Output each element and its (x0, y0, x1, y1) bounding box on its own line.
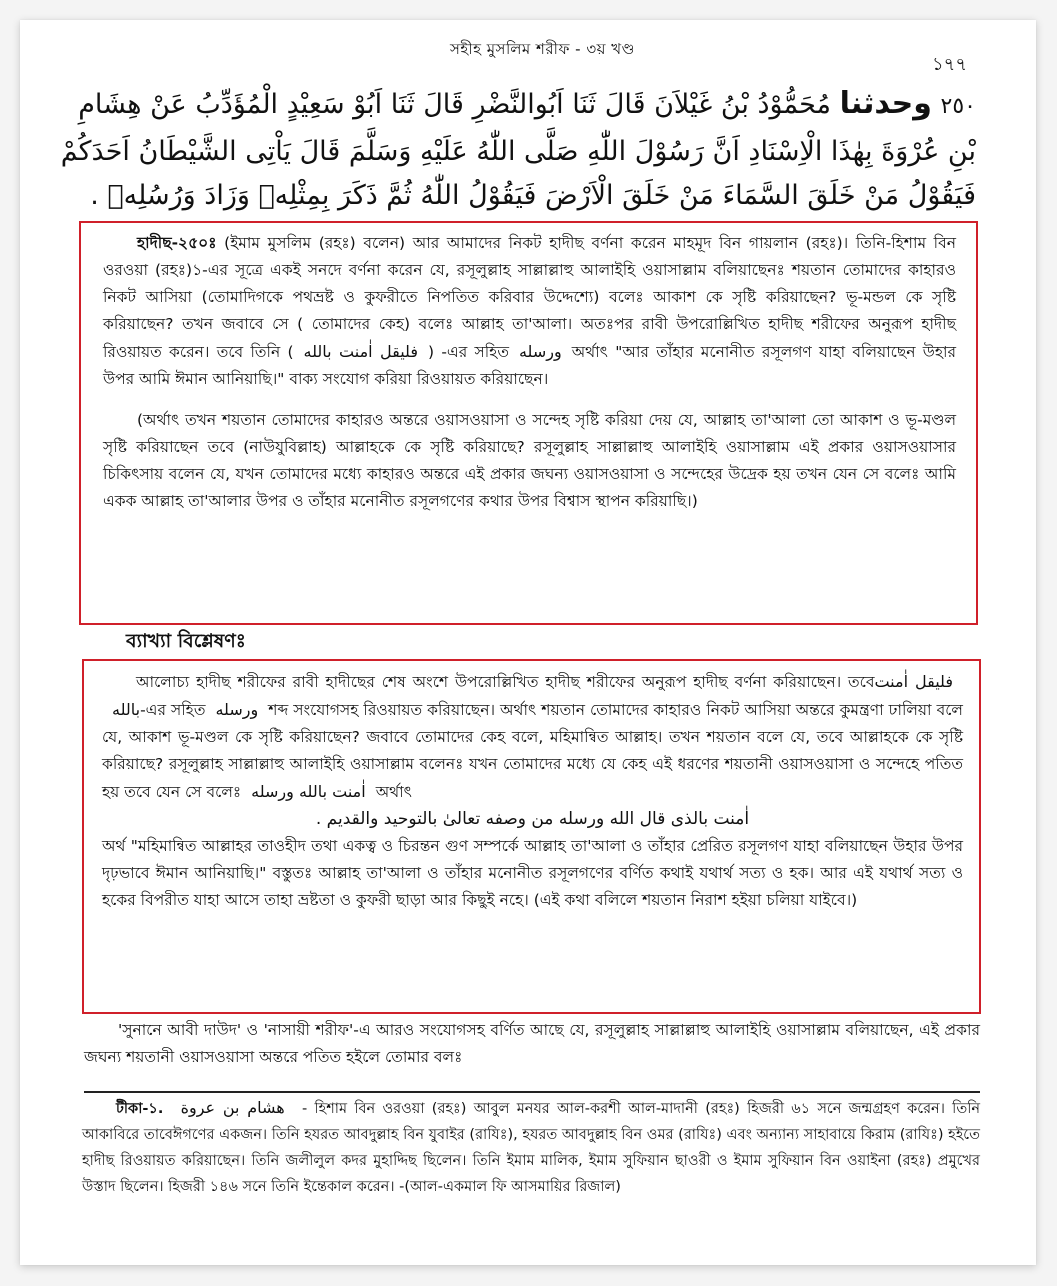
document-page (20, 20, 1036, 1265)
analysis-paragraph-1 (102, 668, 963, 806)
arabic-line-1-text: مُحَمُّوْدُ بْنُ غَيْلاَنَ قَالَ ثَنَا اَبُوالنَّضْرِ قَالَ ثَنَا اَبُوْ سَعِيْدٍ الْمُؤَدِّبُ عَنْ هِشَامِ (78, 89, 831, 120)
arabic-inline-word: ورسله (215, 700, 259, 719)
arabic-inline-phrase: فليقل اٰمنت بالله (112, 672, 954, 719)
analysis-text-c: শব্দ সংযোগসহ রিওয়ায়ত করিয়াছেন। অর্থাৎ শয়তান তোমাদের কাহারও নিকট আসিয়া অন্তরে কুমন্ত্রণা ঢালিয়া বলে যে, আকাশ ভূ-মণ্ডল কে সৃষ্টি করিয়াছেন? জবাবে তোমাদের কেহ বলে, মহিমান্বিত আল্লাহ। তখন শয়তান বলে যে, তবে আল্লাহকে কে সৃষ্টি করিয়াছে? রসূলুল্লাহ সাল্লাল্লাহু আলাইহি ওয়াসাল্লাম বলেনঃ যখন তোমাদের মধ্যে যে কেহ এই ধরণের শয়তানী ওয়াসওয়াসা ও সন্দেহে পতিত হয় তবে যেন সে বলেঃ (102, 701, 963, 801)
arabic-inline-phrase: فليقل اٰمنت بالله (303, 342, 418, 361)
footnote-divider (84, 1091, 980, 1093)
analysis-heading: ব্যাখ্যা বিশ্লেষণঃ (126, 630, 246, 652)
analysis-text-b: -এর সহিত (140, 701, 206, 719)
analysis-paragraph-2: অর্থ "মহিমান্বিত আল্লাহর তাওহীদ তথা একত্ব ও চিরন্তন গুণ সম্পর্কে আল্লাহ তা'আলা ও তাঁহার প্রেরিত রসূলগণ যাহা বলিয়াছেন উহার উপর দৃঢ়ভাবে ঈমান আনিয়াছি।" বস্তুতঃ আল্লাহ তা'আলা ও তাঁহার মনোনীত রসূলগণের বর্ণিত কথাই যথার্থ সত্য ও হক। আর এই যথার্থ সত্য ও হকের বিপরীত যাহা আসে তাহা ভ্রষ্টতা ও কুফরী ছাড়া আর কিছুই নহে। (এই কথা বলিলে শয়তান নিরাশ হইয়া চলিয়া যাইবে।) (102, 837, 963, 909)
hadith-number-arabic: ٢٥٠ (940, 94, 976, 119)
sunan-paragraph-text: 'সুনানে আবী দাউদ' ও 'নাসায়ী শরীফ'-এ আরও সংযোগসহ বর্ণিত আছে যে, রসূলুল্লাহ সাল্লাল্লাহু আলাইহি ওয়াসাল্লাম বলিয়াছেন, এই প্রকার জঘন্য শয়তানী ওয়াসওয়াসা অন্তরে পতিত হইলে তোমার বলঃ (84, 1021, 980, 1066)
footnote-label: টীকা-১. (116, 1101, 164, 1117)
analysis-text-d: অর্থাৎ (375, 783, 412, 801)
arabic-opening-word: وحدثنا (839, 86, 932, 121)
footnote-text: - হিশাম বিন ওরওয়া (রহঃ) আবুল মনযর আল-করশী আল-মাদানী (রহঃ) হিজরী ৬১ সনে জন্মগ্রহণ করেন। তিনি আকাবিরে তাবেঈগণের একজন। তিনি হযরত আবদুল্লাহ বিন যুবাইর (রাযিঃ), হযরত আবদুল্লাহ বিন ওমর (রাযিঃ) এবং অন্যান্য সাহাবায়ে কিরাম (রাযিঃ) হইতে হাদীছ রিওয়ায়ত করিয়াছেন। তিনি জলীলুল কদর মুহাদ্দিছ ছিলেন। তিনি ইমাম মালিক, ইমাম সুফিয়ান ছাওরী ও ইমাম সুফিয়ান বিন ওয়াইনা (রহঃ) প্রমুখের উস্তাদ ছিলেন। হিজরী ১৪৬ সনে তিনি ইন্তেকাল করেন। -(আল-একমাল ফি আসমায়ির রিজাল) (82, 1101, 980, 1195)
analysis-text-a: আলোচ্য হাদীছ শরীফের রাবী হাদীছের শেষ অংশে উপরোল্লিখিত হাদীছ শরীফের অনুরূপ হাদীছ বর্ণনা করিয়াছেন। তবে (136, 673, 875, 691)
running-head: সহীহ মুসলিম শরীফ - ৩য় খণ্ড (450, 40, 635, 58)
hadith-label: হাদীছ-২৫০ঃ (137, 234, 217, 252)
translation-text-a: (ইমাম মুসলিম (রহঃ) বলেন) আর আমাদের নিকট হাদীছ বর্ণনা করেন মাহমূদ বিন গায়লান (রহঃ)। তিনি-হিশাম বিন ওরওয়া (রহঃ)১-এর সূত্রে একই সনদে বর্ণনা করেন যে, রসূলুল্লাহ সাল্লাল্লাহু আলাইহি ওয়াসাল্লাম বলিয়াছেনঃ শয়তান তোমাদের কাহারও নিকট আসিয়া (তোমাদিগকে পথভ্রষ্ট ও কুফরীতে নিপতিত করিবার উদ্দেশ্যে) বলেঃ আকাশ কে সৃষ্টি করিয়াছেন? ভূ-মন্ডল কে সৃষ্টি করিয়াছেন? তখন জবাবে সে ( তোমাদের কেহ) বলেঃ আল্লাহ তা'আলা। অতঃপর রাবী উপরোল্লিখিত হাদীছ শরীফের অনুরূপ হাদীছ রিওয়ায়ত করেন। তবে তিনি ( (103, 234, 956, 361)
arabic-hadith-line-3: فَيَقُوْلُ مَنْ خَلَقَ السَّمَاءَ مَنْ خَلَقَ الْاَرْضَ فَيَقُوْلُ اللّٰهُ ثُمَّ ذَكَرَ بِمِثْلِهٖ وَزَادَ وَرُسُلِهٖ . (90, 180, 976, 211)
translation-paragraph-1 (103, 230, 956, 393)
arabic-hadith-line-2: بْنِ عُرْوَةَ بِهٰذَا الْاِسْنَادِ اَنَّ رَسُوْلَ اللّٰهِ صَلَّى اللّٰهُ عَلَيْهِ وَسَلَّمَ قَالَ يَاْتِى الشَّيْطَانُ اَحَدَكُمْ (60, 136, 976, 167)
page-number: ১৭৭ (932, 54, 968, 75)
translation-paragraph-2: (অর্থাৎ তখন শয়তান তোমাদের কাহারও অন্তরে ওয়াসওয়াসা ও সন্দেহ সৃষ্টি করিয়া দেয় যে, আল্লাহ তা'আলা তো আকাশ ও ভূ-মণ্ডল সৃষ্টি করিয়াছেন তবে (নাউযুবিল্লাহ) আল্লাহকে কে সৃষ্টি করিয়াছে? রসূলুল্লাহ সাল্লাল্লাহু আলাইহি ওয়াসাল্লাম এই প্রকার ওয়াসওয়াসার চিকিৎসায় বলেন যে, যখন তোমাদের মধ্যে কাহারও অন্তরে এই প্রকার জঘন্য ওয়াসওয়াসা ও সন্দেহের উদ্রেক হয় তখন যেন সে বলেঃ আমি একক আল্লাহ তা'আলার উপর ও তাঁহার মনোনীত রসূলগণের কথার উপর বিশ্বাস স্থাপন করিয়াছি।) (103, 411, 956, 510)
sunan-paragraph (84, 1017, 980, 1071)
translation-text-c: অর্থাৎ "আর তাঁহার মনোনীত রসূলগণ যাহা বলিয়াছেন উহার উপর আমি ঈমান আনিয়াছি।" বাক্য সংযোগ করিয়া রিওয়ায়ত করিয়াছেন। (103, 343, 956, 388)
translation-text-b: ) -এর সহিত (428, 343, 509, 361)
footnote-arabic-name: هشام بن عروة (180, 1098, 285, 1117)
arabic-inline-word: ورسله (518, 342, 562, 361)
arabic-inline-phrase-2: اٰمنت بالله ورسله (251, 782, 366, 801)
footnote (82, 1095, 980, 1200)
arabic-centered-dua: اٰمنت بالذى قال الله ورسله من وصفه تعالىٰ بالتوحيد والقديم . (315, 809, 750, 829)
analysis-highlight-box (82, 659, 981, 1014)
translation-highlight-box (79, 221, 978, 625)
arabic-hadith-line-1 (78, 82, 976, 129)
